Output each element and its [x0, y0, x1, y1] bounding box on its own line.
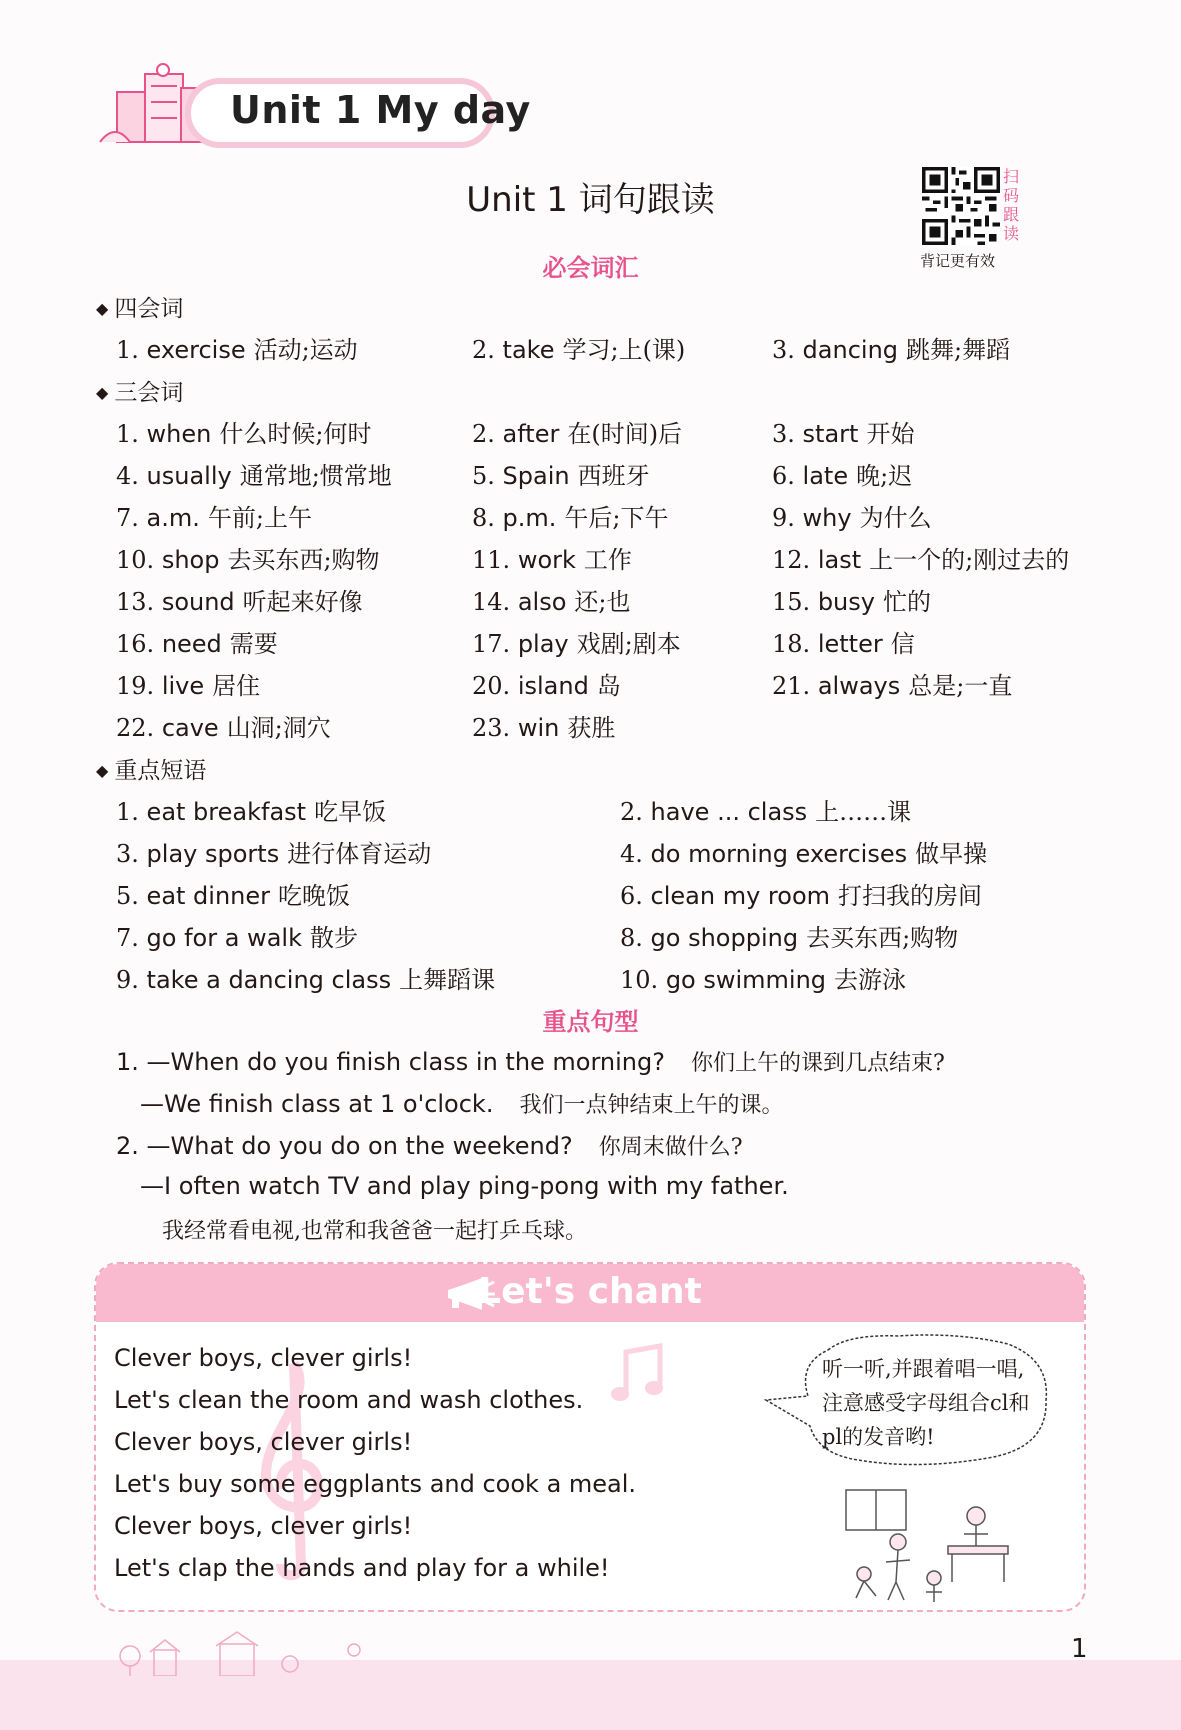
vocab-item: 11. work 工作 — [472, 546, 632, 574]
sentence-line: 2. —What do you do on the weekend? 你周末做什么? — [116, 1132, 743, 1160]
phrase-item: 3. play sports 进行体育运动 — [116, 840, 432, 868]
unit-title: Unit 1 My day — [230, 88, 531, 132]
qr-side-label: 扫码跟读 — [1003, 167, 1020, 243]
vocab-item: 3. dancing 跳舞;舞蹈 — [772, 336, 1011, 364]
phrase-item: 10. go swimming 去游泳 — [620, 966, 907, 994]
chant-line: Let's buy some eggplants and cook a meal. — [114, 1470, 637, 1498]
chant-line: Clever boys, clever girls! — [114, 1512, 413, 1540]
page-number: 1 — [1071, 1634, 1088, 1664]
phrase-item: 4. do morning exercises 做早操 — [620, 840, 988, 868]
vocab-item: 7. a.m. 午前;上午 — [116, 504, 312, 532]
sentence-line: 1. —When do you finish class in the morning? 你们上午的课到几点结束? — [116, 1048, 945, 1076]
vocab-item: 6. late 晚;迟 — [772, 462, 913, 490]
phrase-item: 8. go shopping 去买东西;购物 — [620, 924, 959, 952]
vocab-item: 8. p.m. 午后;下午 — [472, 504, 669, 532]
vocab-item: 17. play 戏剧;剧本 — [472, 630, 681, 658]
vocab-item: 14. also 还;也 — [472, 588, 631, 616]
chant-title: Let's chant — [478, 1271, 702, 1312]
vocab-item: 4. usually 通常地;惯常地 — [116, 462, 392, 490]
vocab-item: 20. island 岛 — [472, 672, 621, 700]
three-skill-heading: ◆ 三会词 — [96, 374, 183, 407]
phrase-item: 2. have ... class 上……课 — [620, 798, 912, 826]
phrase-item: 5. eat dinner 吃晚饭 — [116, 882, 351, 910]
vocab-item: 1. when 什么时候;何时 — [116, 420, 372, 448]
chant-line: Let's clean the room and wash clothes. — [114, 1386, 584, 1414]
music-note-icon — [608, 1342, 668, 1406]
qr-caption: 背记更有效 — [920, 252, 996, 270]
sentence-line: —I often watch TV and play ping-pong with my father. — [140, 1172, 789, 1200]
vocab-item: 10. shop 去买东西;购物 — [116, 546, 380, 574]
vocab-item: 15. busy 忙的 — [772, 588, 931, 616]
chant-line: Clever boys, clever girls! — [114, 1344, 413, 1372]
speech-bubble-text: 听一听,并跟着唱一唱,注意感受字母组合cl和pl的发音哟! — [822, 1357, 1030, 1449]
vocab-item: 9. why 为什么 — [772, 504, 932, 532]
vocab-item: 18. letter 信 — [772, 630, 915, 658]
sentence-section-heading: 重点句型 — [542, 1008, 639, 1036]
sentence-line: —We finish class at 1 o'clock. 我们一点钟结束上午的课。 — [140, 1090, 784, 1118]
vocab-item: 12. last 上一个的;刚过去的 — [772, 546, 1070, 574]
vocab-item: 23. win 获胜 — [472, 714, 616, 742]
qr-code-icon[interactable] — [922, 167, 1000, 245]
phrase-item: 6. clean my room 打扫我的房间 — [620, 882, 983, 910]
vocab-item: 19. live 居住 — [116, 672, 261, 700]
four-skill-heading: ◆ 四会词 — [96, 290, 183, 323]
phrase-item: 1. eat breakfast 吃早饭 — [116, 798, 387, 826]
sentence-line: 我经常看电视,也常和我爸爸一起打乒乓球。 — [162, 1219, 587, 1244]
vocab-item: 1. exercise 活动;运动 — [116, 336, 358, 364]
vocab-item: 13. sound 听起来好像 — [116, 588, 363, 616]
vocab-item: 5. Spain 西班牙 — [472, 462, 650, 490]
chant-line: Let's clap the hands and play for a while! — [114, 1554, 610, 1582]
phrases-heading: ◆ 重点短语 — [96, 752, 206, 785]
vocab-item: 2. take 学习;上(课) — [472, 336, 686, 364]
children-illustration — [836, 1486, 1016, 1606]
page-title: Unit 1 词句跟读 — [466, 180, 715, 220]
vocab-item: 22. cave 山洞;洞穴 — [116, 714, 331, 742]
vocab-item: 16. need 需要 — [116, 630, 278, 658]
vocab-item: 2. after 在(时间)后 — [472, 420, 683, 448]
vocab-item: 21. always 总是;一直 — [772, 672, 1013, 700]
chant-line: Clever boys, clever girls! — [114, 1428, 413, 1456]
vocab-item: 3. start 开始 — [772, 420, 915, 448]
footer-town-illustration — [110, 1630, 370, 1676]
phrase-item: 7. go for a walk 散步 — [116, 924, 358, 952]
vocab-section-heading: 必会词汇 — [542, 254, 639, 282]
phrase-item: 9. take a dancing class 上舞蹈课 — [116, 966, 496, 994]
